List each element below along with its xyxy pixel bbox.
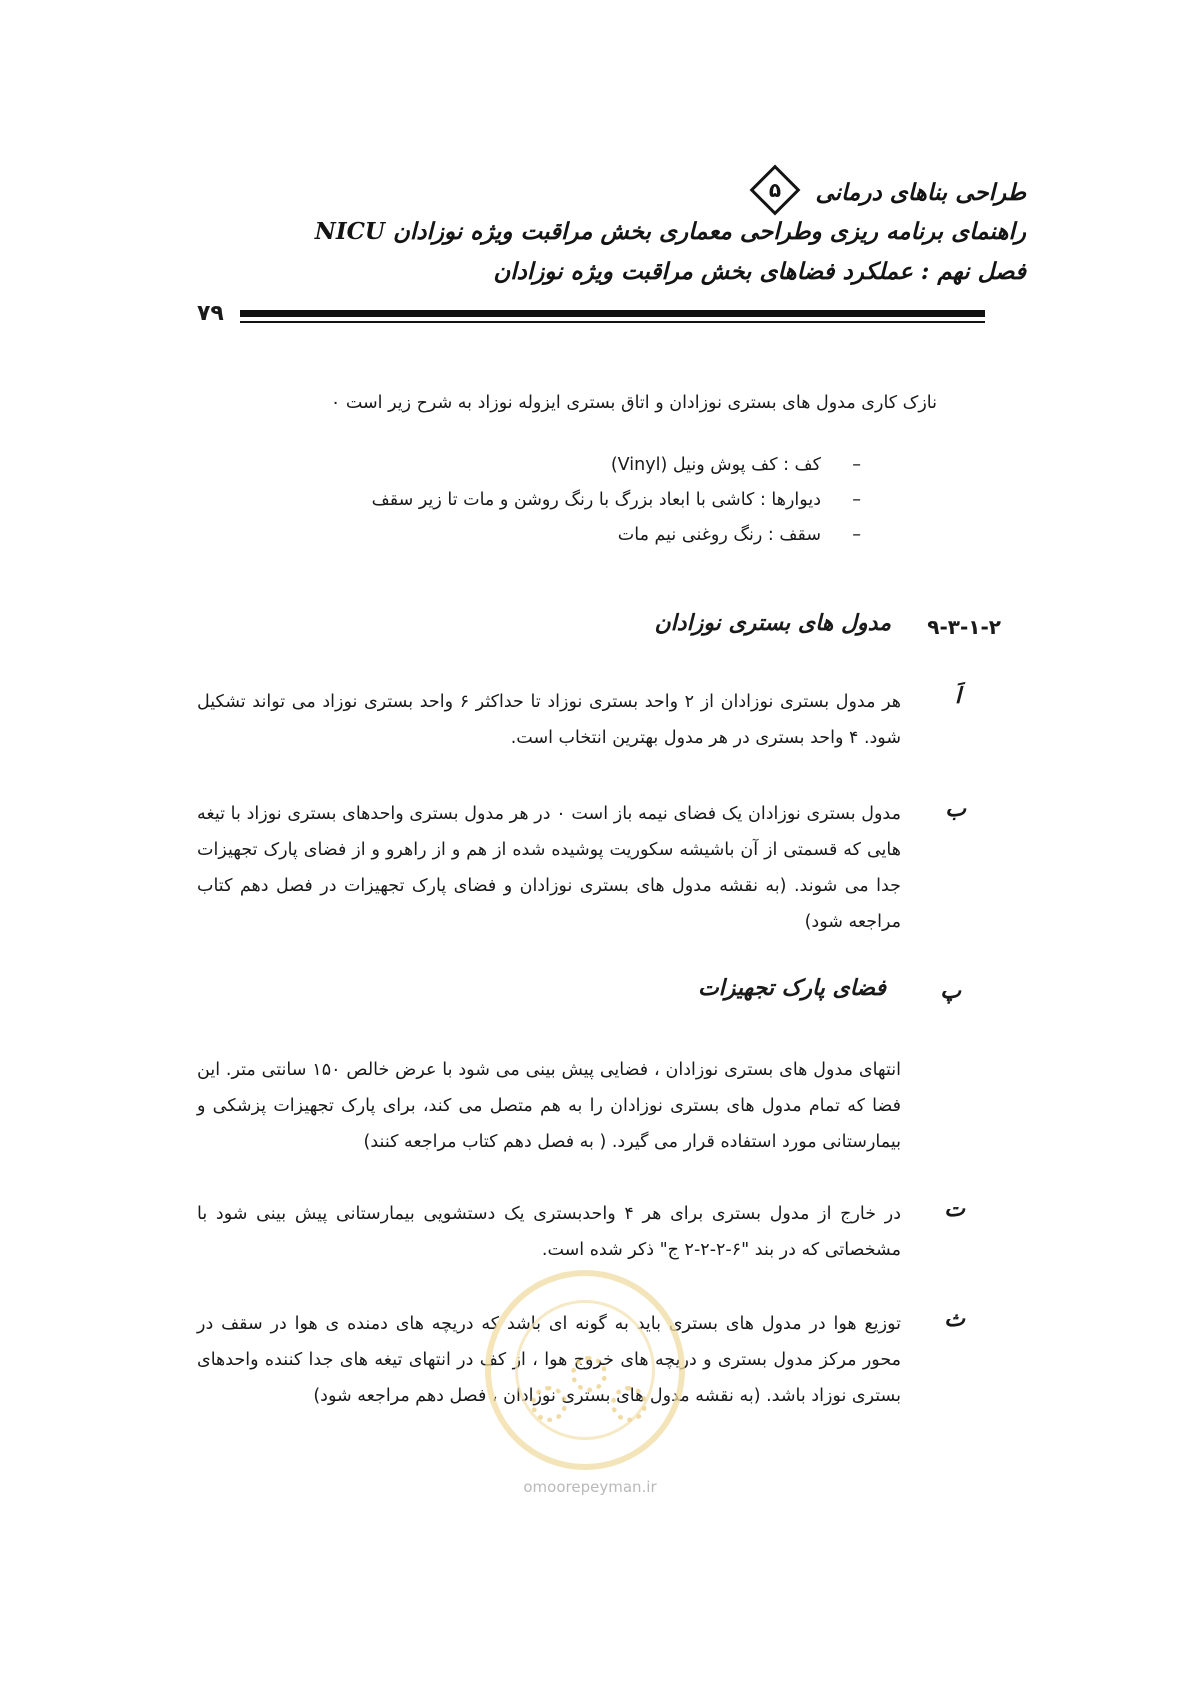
finish-list: [372, 448, 861, 553]
header-guide-title: راهنمای برنامه ریزی وطراحی معماری بخش مراقبت ویژه نوزادان NICU: [314, 218, 1026, 245]
park-paragraph: انتهای مدول های بستری نوزادان ، فضایی پیش بینی می شود با عرض خالص ۱۵۰ سانتی متر. این فضا که تمام مدول های بستری نوزادان را به هم متصل می کند، برای پارک تجهیزات پزشکی و بیمارستانی مورد استفاده قرار می گیرد. ( به فصل دهم کتاب مراجعه کنند): [197, 1060, 901, 1152]
item-paragraph: مدول بستری نوزادان یک فضای نیمه باز است ٠ در هر مدول بستری واحدهای بستری نوزاد با تیغه هایی که قسمتی از آن باشیشه سکوریت پوشیده شده از هم و از راهرو و از فضای پارک تجهیزات جدا می شوند. (به نقشه مدول های بستری نوزادان و فضای پارک تجهیزات در فصل دهم کتاب مراجعه شود): [197, 804, 901, 932]
item-paragraph: در خارج از مدول بستری برای هر ۴ واحدبستری یک دستشویی بیمارستانی پیش بینی شود با مشخصاتی که در بند "۶-۲-۲-۲ ج" ذکر شده است.: [197, 1204, 901, 1260]
header-divider-thin: [240, 321, 985, 323]
item-paragraph: توزیع هوا در مدول های بستری باید به گونه ای باشد که دریچه های دمنده ی هوا در سقف در محور مرکز مدول بستری و دریچه های خروج هوا ، از کف در انتهای تیغه های جدا کننده واحدهای بستری نوزاد باشد. (به نقشه مدول های بستری نوزادان ، فصل دهم مراجعه شود): [197, 1314, 901, 1406]
header-book-title-text: طراحی بناهای درمانی: [815, 179, 1026, 206]
header-divider: [240, 310, 985, 317]
intro-text: نازک کاری مدول های بستری نوزادان و اتاق بستری ایزوله نوزاد به شرح زیر است ٠: [330, 393, 937, 413]
list-item: – دیوارها : کاشی با ابعاد بزرگ با رنگ روشن و مات تا زیر سقف: [371, 490, 861, 510]
header-chapter-title: فصل نهم : عملکرد فضاهای بخش مراقبت ویژه نوزادان: [493, 258, 1026, 285]
item-letter: ث: [944, 1306, 965, 1332]
watermark-seal-icon: [485, 1270, 685, 1470]
section-title: مدول های بستری نوزادان: [654, 610, 891, 636]
list-item: – کف : کف پوش ونیل (Vinyl): [610, 455, 861, 475]
section-number: ۹-۳-۱-۲: [927, 615, 1001, 639]
item-letter: ب: [945, 796, 966, 822]
watermark-text: omoorepeyman.ir: [523, 1478, 657, 1496]
header-book-title: [757, 176, 1026, 212]
list-item: – سقف : رنگ روغنی نیم مات: [617, 525, 861, 545]
item-paragraph: هر مدول بستری نوزادان از ۲ واحد بستری نوزاد تا حداکثر ۶ واحد بستری نوزاد می تواند تشکیل شود. ۴ واحد بستری در هر مدول بهترین انتخاب است.: [197, 692, 901, 748]
item-letter: ت: [944, 1196, 965, 1222]
item-letter: اَ: [954, 683, 961, 709]
page-number: ۷۹: [197, 301, 224, 326]
subsection-letter: پ: [940, 978, 961, 1004]
chapter-badge-icon: ۵: [750, 165, 801, 216]
subsection-title: فضای پارک تجهیزات: [697, 975, 886, 1001]
